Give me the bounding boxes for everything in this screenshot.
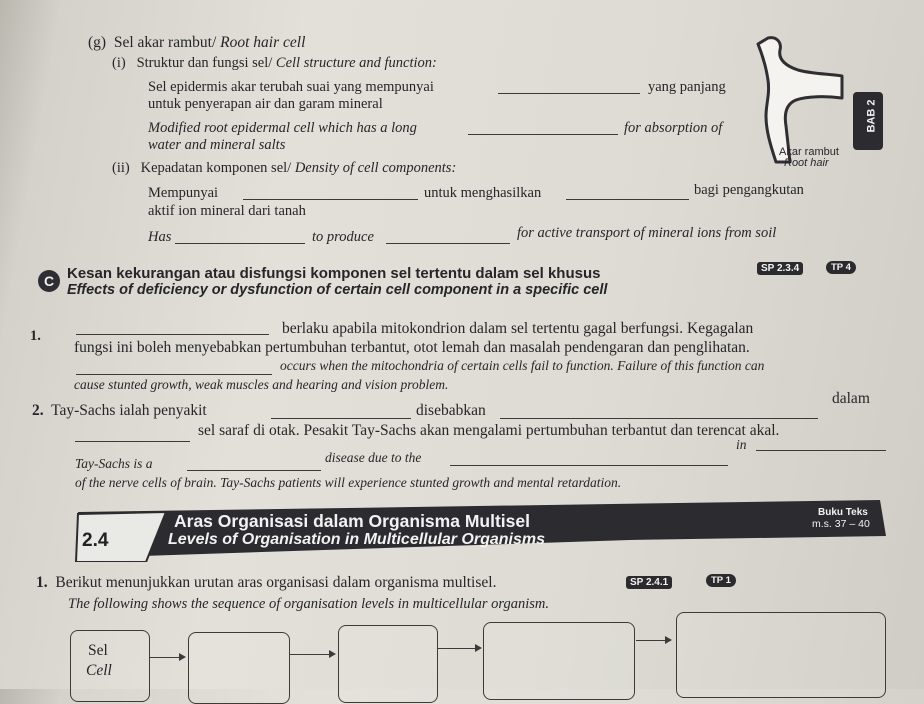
section-title-en: Levels of Organisation in Multicellular Organisms [168, 531, 545, 548]
q2-line4: of the nerve cells of brain. Tay-Sachs patients will experience stunted growth and mental retardation. [75, 475, 622, 490]
q2-line2: sel saraf di otak. Pesakit Tay-Sachs akan mengalami pertumbuhan terbantut dan terencat akal. [198, 422, 780, 439]
tp-tag: TP 4 [826, 261, 856, 274]
part-i-line3a: Modified root epidermal cell which has a long [148, 120, 417, 136]
flow-arrow [438, 648, 480, 649]
section-c-badge: C [38, 270, 60, 292]
answer-blank[interactable] [450, 465, 728, 466]
flow-box-blank[interactable] [188, 632, 290, 704]
part-ii-line1a: Mempunyai [148, 185, 219, 201]
q2-line3b: disease due to the [325, 450, 422, 465]
part-ii-line2: aktif ion mineral dari tanah [148, 203, 306, 219]
answer-blank[interactable] [756, 450, 886, 451]
part-label: (i) [112, 55, 126, 71]
q1-text-en: The following shows the sequence of organisation levels in multicellular organism. [68, 596, 550, 612]
part-i-line1a: Sel epidermis akar terubah suai yang mempunyai [148, 79, 434, 95]
part-ii-line3c: for active transport of mineral ions from soil [517, 225, 777, 241]
q1-line3: occurs when the mitochondria of certain cells fail to function. Failure of this function can [280, 358, 765, 373]
answer-blank[interactable] [243, 199, 418, 200]
answer-blank[interactable] [187, 470, 321, 471]
answer-blank[interactable] [271, 418, 411, 419]
flow-cell-en: Cell [86, 662, 112, 679]
answer-blank[interactable] [175, 243, 305, 244]
textbook-ref-title: Buku Teks [818, 507, 868, 518]
heading-ms: Kepadatan komponen sel/ [140, 160, 292, 176]
part-ii-line1b: untuk menghasilkan [424, 185, 542, 201]
q1-line2: fungsi ini boleh menyebabkan pertumbuhan terbantut, otot lemah dan masalah pendengaran dan penglihatan. [74, 339, 750, 356]
part-i-line3b: for absorption of [624, 120, 723, 136]
part-i-line2: untuk penyerapan air dan garam mineral [148, 96, 383, 112]
q2-line1a [32, 402, 207, 420]
answer-blank[interactable] [566, 199, 689, 200]
section-g-heading [88, 34, 305, 52]
question-number: 1. [36, 574, 48, 591]
heading-en: Cell structure and function: [275, 55, 437, 71]
q2-line3a: Tay-Sachs is a [75, 456, 153, 471]
q1-line4: cause stunted growth, weak muscles and hearing and vision problem. [74, 377, 449, 392]
section-banner [70, 500, 892, 562]
answer-blank[interactable] [75, 441, 190, 442]
heading-ms: Sel akar rambut/ [113, 34, 217, 51]
flow-arrow [636, 640, 670, 641]
sp-tag: SP 2.3.4 [757, 262, 803, 275]
flow-cell-ms: Sel [88, 642, 108, 659]
part-label: (ii) [112, 160, 130, 176]
part-i-line1b: yang panjang [648, 79, 726, 95]
figure-label-ms: Akar rambut [779, 146, 839, 158]
section-title-ms: Aras Organisasi dalam Organisma Multisel [174, 511, 530, 531]
q1-line1: berlaku apabila mitokondrion dalam sel tertentu gagal berfungsi. Kegagalan [282, 320, 754, 337]
answer-blank[interactable] [386, 243, 510, 244]
answer-blank[interactable] [76, 334, 269, 335]
answer-blank[interactable] [498, 93, 640, 94]
textbook-ref-pages: m.s. 37 – 40 [812, 518, 870, 530]
q2-line1b: disebabkan [416, 402, 486, 419]
section-label: (g) [88, 34, 107, 51]
s24-q1-line-ms [36, 574, 496, 592]
flow-box-blank[interactable] [338, 625, 438, 703]
root-hair-illustration [746, 34, 848, 164]
q2-text: Tay-Sachs ialah penyakit [51, 402, 207, 419]
flow-arrow [150, 657, 184, 658]
part-i-heading [112, 55, 437, 72]
flow-box-blank[interactable] [676, 612, 886, 698]
section-c-title-ms: Kesan kekurangan atau disfungsi komponen sel tertentu dalam sel khusus [67, 265, 601, 282]
part-i-line4: water and mineral salts [148, 137, 286, 153]
answer-blank[interactable] [468, 134, 618, 135]
question-number: 1. [30, 328, 41, 344]
q2-line1c: dalam [832, 390, 870, 407]
answer-blank[interactable] [76, 374, 272, 375]
part-ii-line1c: bagi pengangkutan [694, 182, 804, 198]
q1-text-ms: Berikut menunjukkan urutan aras organisasi dalam organisma multisel. [55, 574, 497, 591]
tp-tag: TP 1 [706, 574, 736, 587]
chapter-tab [853, 92, 883, 150]
heading-en: Root hair cell [220, 34, 306, 51]
flow-arrow [290, 654, 334, 655]
flow-box-blank[interactable] [483, 622, 635, 700]
answer-blank[interactable] [500, 418, 818, 419]
question-number: 2. [32, 402, 44, 419]
section-c-title-en: Effects of deficiency or dysfunction of certain cell component in a specific cell [67, 282, 608, 298]
part-ii-heading [112, 160, 456, 177]
section-number: 2.4 [82, 530, 109, 551]
heading-ms: Struktur dan fungsi sel/ [136, 55, 273, 71]
sp-tag: SP 2.4.1 [626, 576, 672, 589]
q2-line3c: in [736, 437, 747, 452]
heading-en: Density of cell components: [294, 160, 457, 176]
part-ii-line3b: to produce [312, 229, 374, 245]
figure-label-en: Root hair [784, 157, 829, 169]
chapter-tab-text: BAB 2 [865, 99, 878, 133]
part-ii-line3a: Has [148, 229, 172, 245]
